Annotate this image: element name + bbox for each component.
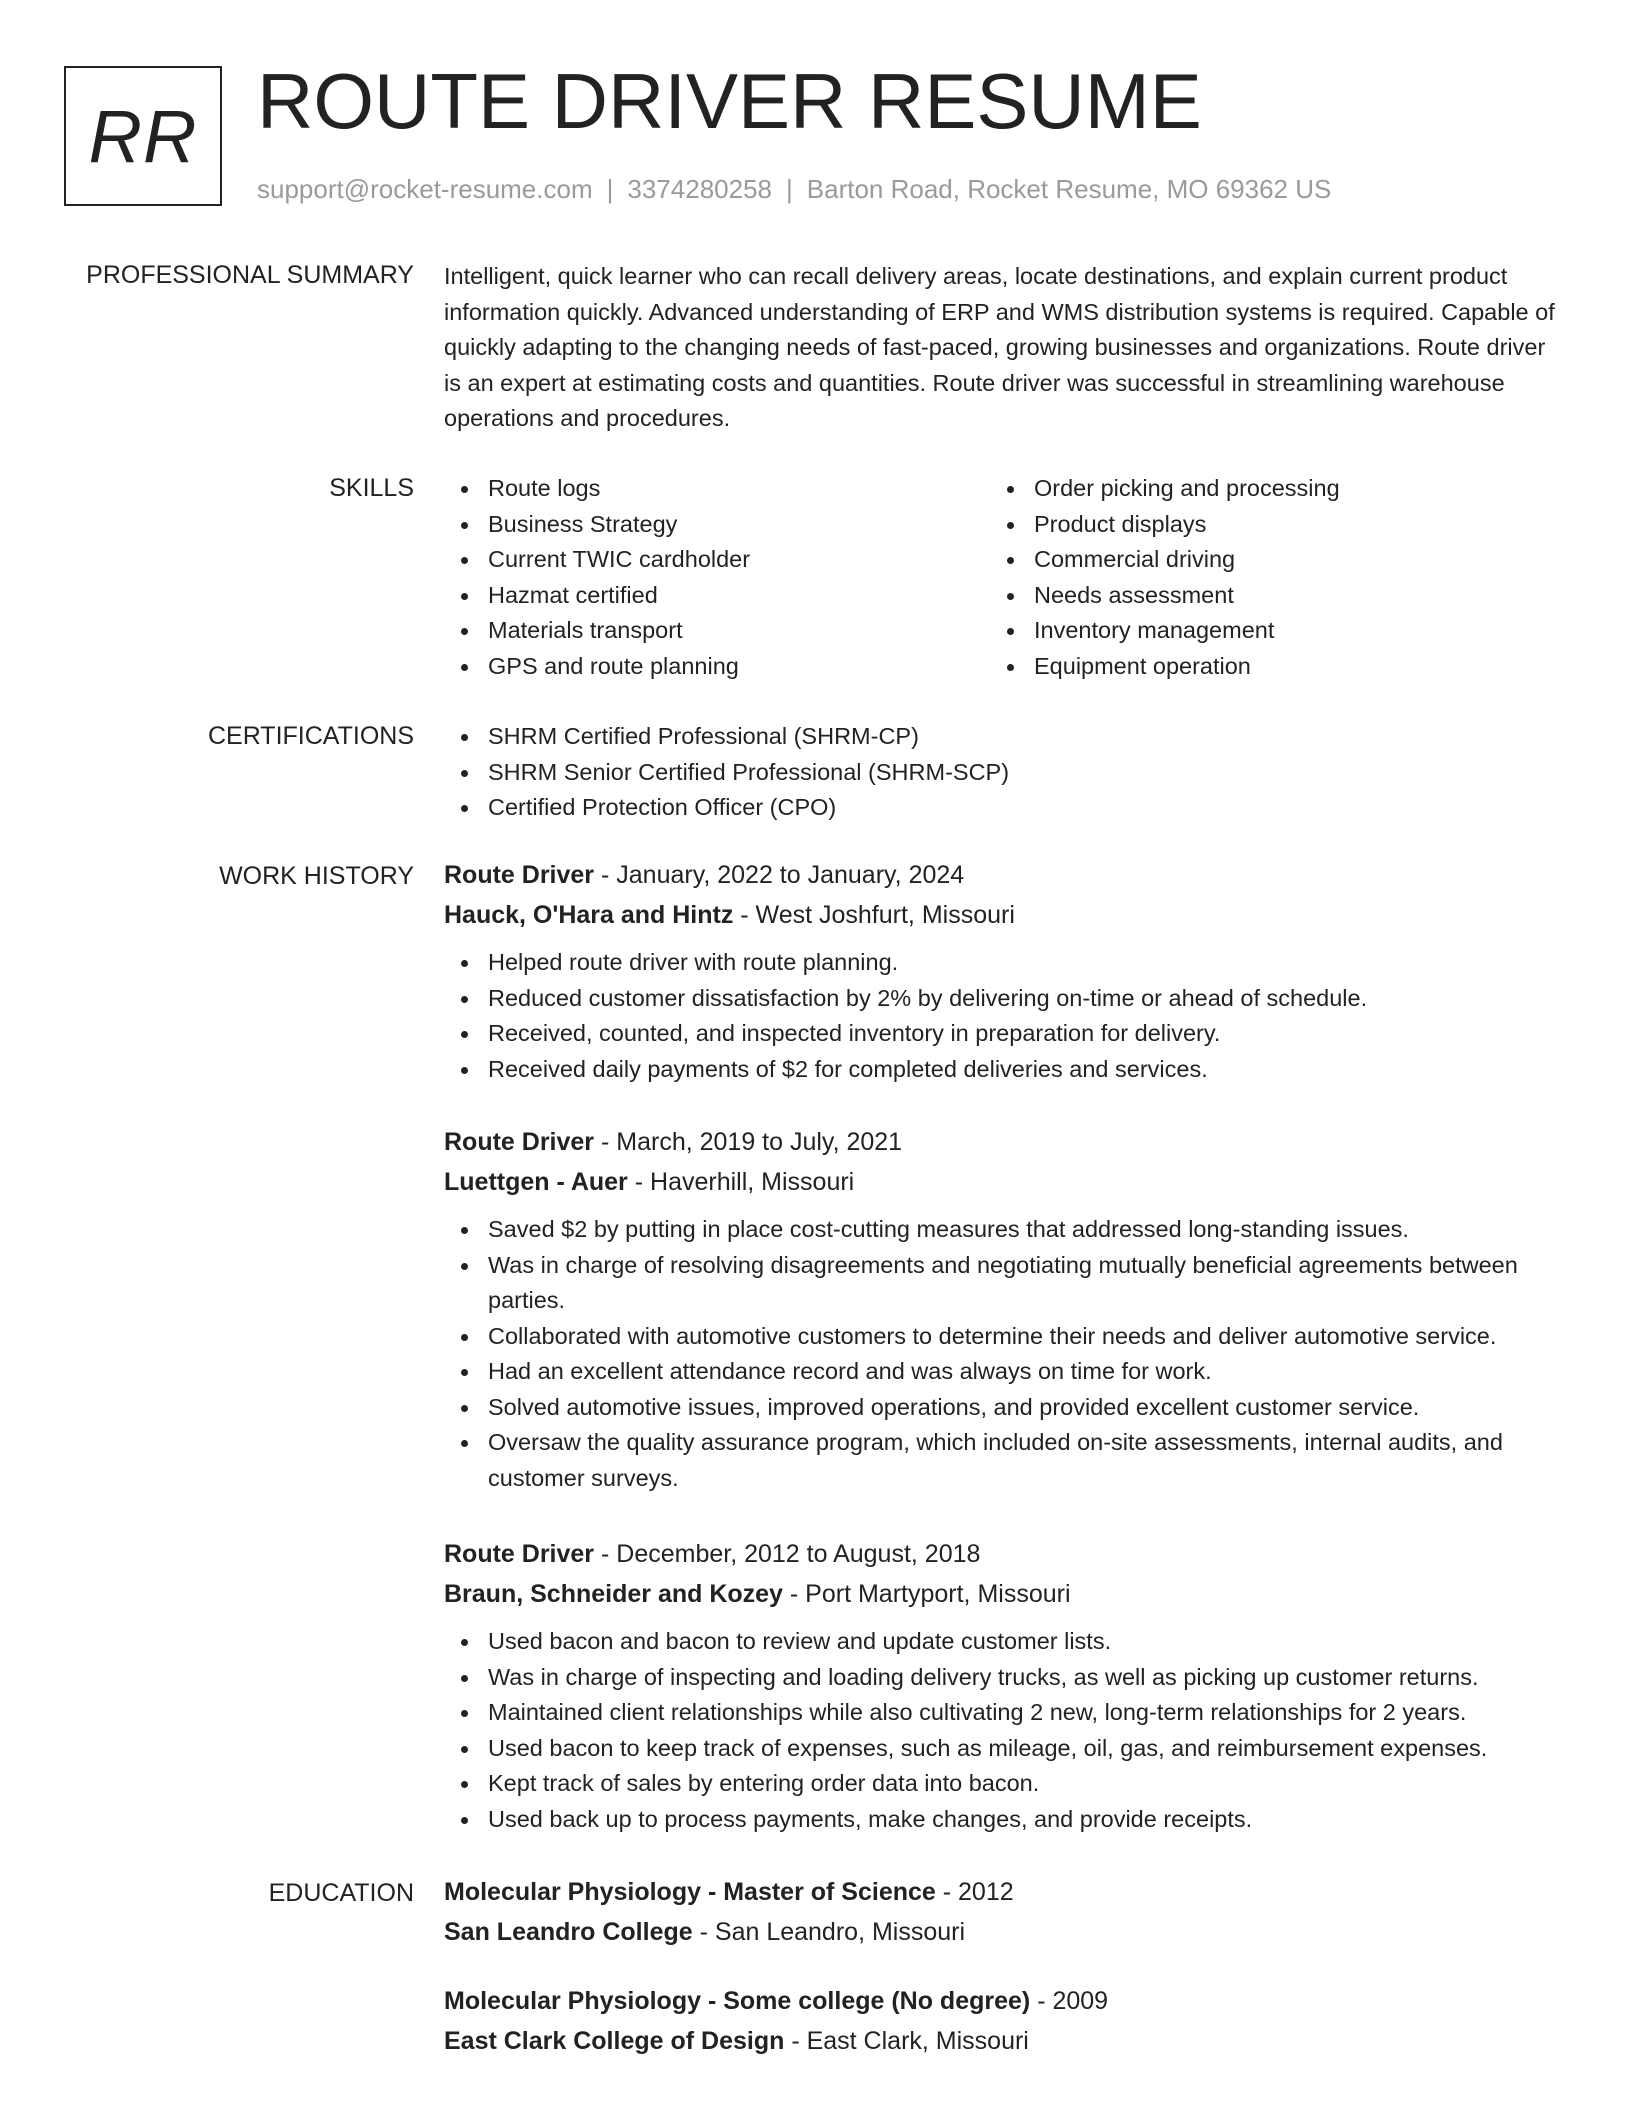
job-company: Luettgen - Auer bbox=[444, 1168, 628, 1196]
job-dates: - March, 2019 to July, 2021 bbox=[594, 1128, 903, 1156]
job-duty: Reduced customer dissatisfaction by 2% by delivering on-time or ahead of schedule. bbox=[444, 981, 1556, 1017]
resume-title: ROUTE DRIVER RESUME bbox=[257, 57, 1202, 145]
contact-phone[interactable]: 3374280258 bbox=[627, 174, 772, 204]
skill-item: Business Strategy bbox=[444, 507, 990, 543]
education-heading: EDUCATION bbox=[268, 1879, 414, 1907]
skill-item: GPS and route planning bbox=[444, 649, 990, 685]
job-entry bbox=[444, 1534, 1556, 1837]
certification-item: Certified Protection Officer (CPO) bbox=[444, 790, 1556, 826]
job-title-line bbox=[444, 855, 1556, 895]
job-entry bbox=[444, 1122, 1556, 1496]
job-duty: Saved $2 by putting in place cost-cutting measures that addressed long-standing issues. bbox=[444, 1212, 1556, 1248]
skill-item: Commercial driving bbox=[990, 542, 1536, 578]
job-location: - Port Martyport, Missouri bbox=[782, 1580, 1071, 1608]
education-school: East Clark College of Design bbox=[444, 2027, 785, 2055]
job-company-line bbox=[444, 895, 1556, 935]
skills-list-left bbox=[444, 471, 990, 684]
education-year: - 2012 bbox=[935, 1878, 1014, 1906]
certification-item: SHRM Senior Certified Professional (SHRM-SCP) bbox=[444, 755, 1556, 791]
work-history-heading: WORK HISTORY bbox=[219, 862, 414, 890]
skill-item: Order picking and processing bbox=[990, 471, 1536, 507]
job-duty: Maintained client relationships while also cultivating 2 new, long-term relationships for 2 years. bbox=[444, 1695, 1556, 1731]
certifications-list bbox=[444, 719, 1556, 826]
education-entry bbox=[444, 1981, 1556, 2061]
education-location: - East Clark, Missouri bbox=[784, 2027, 1029, 2055]
education-school-line bbox=[444, 2021, 1556, 2061]
education-degree: Molecular Physiology - Some college (No degree) bbox=[444, 1987, 1031, 2015]
contact-email[interactable]: support@rocket-resume.com bbox=[257, 174, 593, 204]
contact-address: Barton Road, Rocket Resume, MO 69362 US bbox=[806, 174, 1332, 204]
skills-heading: SKILLS bbox=[329, 474, 414, 502]
skill-item: Product displays bbox=[990, 507, 1536, 543]
skill-item: Equipment operation bbox=[990, 649, 1536, 685]
job-title: Route Driver bbox=[444, 861, 595, 889]
contact-line bbox=[257, 172, 1331, 206]
job-title: Route Driver bbox=[444, 1128, 595, 1156]
job-duty: Used back up to process payments, make changes, and provide receipts. bbox=[444, 1802, 1556, 1838]
job-duty: Used bacon and bacon to review and update customer lists. bbox=[444, 1624, 1556, 1660]
certifications-body bbox=[444, 719, 1556, 826]
skill-item: Current TWIC cardholder bbox=[444, 542, 990, 578]
job-location: - Haverhill, Missouri bbox=[627, 1168, 855, 1196]
job-location: - West Joshfurt, Missouri bbox=[733, 901, 1015, 929]
skill-item: Needs assessment bbox=[990, 578, 1536, 614]
job-duty: Solved automotive issues, improved operations, and provided excellent customer service. bbox=[444, 1390, 1556, 1426]
job-duties-list bbox=[444, 1212, 1556, 1496]
skill-item: Materials transport bbox=[444, 613, 990, 649]
job-duty: Kept track of sales by entering order data into bacon. bbox=[444, 1766, 1556, 1802]
education-degree: Molecular Physiology - Master of Science bbox=[444, 1878, 936, 1906]
skill-item: Inventory management bbox=[990, 613, 1536, 649]
contact-separator: | bbox=[606, 174, 614, 204]
job-duties-list bbox=[444, 945, 1556, 1087]
job-duty: Helped route driver with route planning. bbox=[444, 945, 1556, 981]
job-duty: Had an excellent attendance record and was always on time for work. bbox=[444, 1354, 1556, 1390]
job-company: Hauck, O'Hara and Hintz bbox=[444, 901, 734, 929]
education-school: San Leandro College bbox=[444, 1918, 693, 1946]
skill-item: Hazmat certified bbox=[444, 578, 990, 614]
skills-grid bbox=[444, 471, 1556, 684]
job-duty: Was in charge of resolving disagreements and negotiating mutually beneficial agreements between parties. bbox=[444, 1248, 1556, 1319]
job-dates: - December, 2012 to August, 2018 bbox=[594, 1540, 981, 1568]
job-duty: Used bacon to keep track of expenses, such as mileage, oil, gas, and reimbursement expenses. bbox=[444, 1731, 1556, 1767]
job-duty: Oversaw the quality assurance program, which included on-site assessments, internal audits, and customer surveys. bbox=[444, 1425, 1556, 1496]
job-duty: Received daily payments of $2 for completed deliveries and services. bbox=[444, 1052, 1556, 1088]
job-title-line bbox=[444, 1534, 1556, 1574]
skills-body bbox=[444, 471, 1556, 684]
job-company-line bbox=[444, 1574, 1556, 1614]
job-company: Braun, Schneider and Kozey bbox=[444, 1580, 783, 1608]
job-entry bbox=[444, 855, 1556, 1087]
certifications-heading: CERTIFICATIONS bbox=[207, 722, 414, 750]
skills-list-right bbox=[990, 471, 1536, 684]
job-duty: Collaborated with automotive customers to determine their needs and deliver automotive service. bbox=[444, 1319, 1556, 1355]
summary-text: Intelligent, quick learner who can recall delivery areas, locate destinations, and explain current product information quickly. Advanced understanding of ERP and WMS distribution systems is required. Capable of quickly adapting to the changing needs of fast-paced, growing businesses and organizations. Route driver is an expert at estimating costs and quantities. Route driver was successful in streamlining warehouse operations and procedures. bbox=[444, 263, 1555, 431]
job-dates: - January, 2022 to January, 2024 bbox=[594, 861, 965, 889]
certification-item: SHRM Certified Professional (SHRM-CP) bbox=[444, 719, 1556, 755]
skill-item: Route logs bbox=[444, 471, 990, 507]
summary-body bbox=[444, 259, 1556, 437]
job-title-line bbox=[444, 1122, 1556, 1162]
job-company-line bbox=[444, 1162, 1556, 1202]
job-duties-list bbox=[444, 1624, 1556, 1837]
education-location: - San Leandro, Missouri bbox=[692, 1918, 966, 1946]
education-degree-line bbox=[444, 1981, 1556, 2021]
education-year: - 2009 bbox=[1030, 1987, 1109, 2015]
summary-heading: PROFESSIONAL SUMMARY bbox=[86, 261, 414, 289]
monogram-logo: RR bbox=[64, 66, 222, 206]
education-entry bbox=[444, 1872, 1556, 1952]
education-school-line bbox=[444, 1912, 1556, 1952]
contact-separator: | bbox=[786, 174, 793, 204]
job-title: Route Driver bbox=[444, 1540, 595, 1568]
job-duty: Received, counted, and inspected inventory in preparation for delivery. bbox=[444, 1016, 1556, 1052]
education-degree-line bbox=[444, 1872, 1556, 1912]
job-duty: Was in charge of inspecting and loading delivery trucks, as well as picking up customer returns. bbox=[444, 1660, 1556, 1696]
